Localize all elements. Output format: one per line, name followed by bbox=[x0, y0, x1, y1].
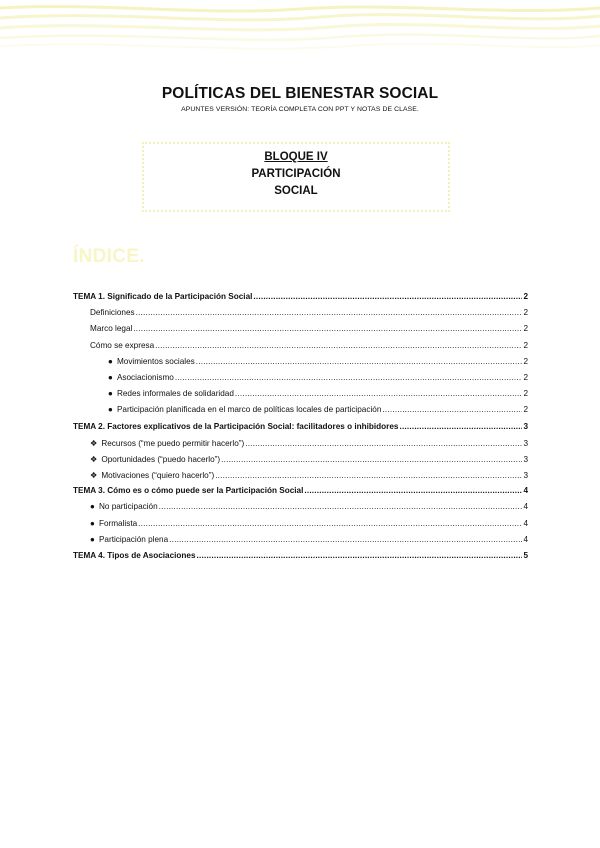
toc-page-number: 4 bbox=[523, 486, 528, 496]
toc-page-number: 2 bbox=[523, 308, 528, 318]
toc-chapter-entry[interactable] bbox=[73, 292, 528, 308]
toc-entry-text: Definiciones bbox=[90, 308, 135, 318]
toc-page-number: 4 bbox=[523, 502, 528, 512]
toc-entry-text: TEMA 4. Tipos de Asociaciones bbox=[73, 551, 196, 560]
toc-dot-leader bbox=[138, 519, 522, 528]
toc-entry[interactable] bbox=[73, 519, 528, 535]
toc-dot-leader bbox=[253, 292, 522, 301]
toc-entry-text: Cómo se expresa bbox=[90, 340, 155, 350]
diamond-bullet-icon: ❖ bbox=[90, 454, 98, 464]
bullet-icon: ● bbox=[90, 518, 95, 528]
toc-entry-text: Movimientos sociales bbox=[116, 356, 195, 366]
toc-page-number: 3 bbox=[523, 438, 528, 448]
toc-page-number: 3 bbox=[523, 421, 528, 431]
toc-entry[interactable] bbox=[73, 389, 528, 405]
toc-dot-leader bbox=[221, 455, 522, 464]
block-number: BLOQUE IV bbox=[264, 151, 328, 163]
toc-chapter-entry[interactable] bbox=[73, 551, 528, 567]
diamond-bullet-icon: ❖ bbox=[90, 471, 98, 481]
block-title-line2: SOCIAL bbox=[274, 185, 318, 197]
toc-dot-leader bbox=[399, 422, 522, 431]
toc-entry-text: TEMA 2. Factores explicativos de la Participación Social: facilitadores o inhibidores bbox=[73, 421, 399, 431]
bullet-icon: ● bbox=[108, 389, 113, 399]
toc-entry[interactable] bbox=[73, 438, 528, 454]
toc-entry-text: Participación planificada en el marco de políticas locales de participación bbox=[116, 405, 382, 415]
toc-dot-leader bbox=[382, 405, 522, 414]
bullet-icon: ● bbox=[90, 534, 95, 544]
toc-entry[interactable] bbox=[73, 308, 528, 324]
toc-dot-leader bbox=[304, 486, 522, 495]
toc-entry-text: No participación bbox=[98, 502, 158, 512]
toc-page-number: 2 bbox=[523, 292, 528, 301]
toc-entry[interactable] bbox=[73, 357, 528, 373]
bullet-icon: ● bbox=[90, 502, 95, 512]
bullet-icon: ● bbox=[108, 372, 113, 382]
toc-entry[interactable] bbox=[73, 324, 528, 340]
toc-dot-leader bbox=[136, 308, 523, 317]
toc-page-number: 4 bbox=[523, 518, 528, 528]
toc-dot-leader bbox=[215, 471, 522, 480]
document-subtitle: APUNTES VERSIÓN: TEORÍA COMPLETA CON PPT Y NOTAS DE CLASE. bbox=[181, 106, 419, 113]
toc-entry-text: Marco legal bbox=[90, 324, 133, 334]
toc-page-number: 2 bbox=[523, 324, 528, 334]
toc-entry-text: Asociacionismo bbox=[116, 372, 174, 382]
toc-entry-text: Recursos (“me puedo permitir hacerlo”) bbox=[101, 438, 245, 448]
toc-entry-text: Redes informales de solidaridad bbox=[116, 389, 234, 399]
toc-page-number: 2 bbox=[523, 372, 528, 382]
toc-page-number: 2 bbox=[523, 356, 528, 366]
decorative-waves bbox=[0, 0, 600, 60]
toc-chapter-entry[interactable] bbox=[73, 486, 528, 502]
toc-page-number: 3 bbox=[523, 471, 528, 481]
toc-entry[interactable] bbox=[73, 535, 528, 551]
toc-page-number: 2 bbox=[523, 340, 528, 350]
toc-page-number: 2 bbox=[523, 389, 528, 399]
toc-dot-leader bbox=[235, 389, 523, 398]
toc-dot-leader bbox=[197, 551, 523, 560]
document-title: POLÍTICAS DEL BIENESTAR SOCIAL bbox=[161, 85, 439, 102]
toc-dot-leader bbox=[155, 341, 522, 350]
toc-entry-text: Participación plena bbox=[98, 534, 169, 544]
bullet-icon: ● bbox=[108, 405, 113, 415]
toc-entry-text: Formalista bbox=[98, 518, 138, 528]
toc-entry-text: Oportunidades (“puedo hacerlo”) bbox=[101, 454, 221, 464]
toc-dot-leader bbox=[196, 357, 523, 366]
toc-entry[interactable] bbox=[73, 373, 528, 389]
toc-dot-leader bbox=[245, 439, 522, 448]
toc-dot-leader bbox=[169, 535, 522, 544]
toc-entry[interactable] bbox=[73, 502, 528, 518]
toc-entry[interactable] bbox=[73, 341, 528, 357]
toc-entry[interactable] bbox=[73, 470, 528, 486]
toc-entry-text: TEMA 1. Significado de la Participación Social bbox=[73, 292, 253, 301]
toc-entry-text: TEMA 3. Cómo es o cómo puede ser la Participación Social bbox=[73, 486, 304, 496]
toc-dot-leader bbox=[175, 373, 523, 382]
toc-page-number: 4 bbox=[523, 534, 528, 544]
block-title-line1: PARTICIPACIÓN bbox=[251, 168, 341, 180]
toc-page-number: 2 bbox=[523, 405, 528, 415]
index-heading: ÍNDICE. bbox=[73, 246, 145, 267]
toc-page-number: 5 bbox=[523, 551, 528, 560]
table-of-contents bbox=[73, 292, 528, 567]
bullet-icon: ● bbox=[108, 356, 113, 366]
toc-entry-text: Motivaciones (“quiero hacerlo”) bbox=[101, 471, 215, 481]
toc-entry[interactable] bbox=[73, 454, 528, 470]
toc-entry[interactable] bbox=[73, 405, 528, 421]
diamond-bullet-icon: ❖ bbox=[90, 438, 98, 448]
toc-chapter-entry[interactable] bbox=[73, 422, 528, 438]
toc-page-number: 3 bbox=[523, 454, 528, 464]
toc-dot-leader bbox=[133, 324, 522, 333]
toc-dot-leader bbox=[159, 502, 523, 511]
